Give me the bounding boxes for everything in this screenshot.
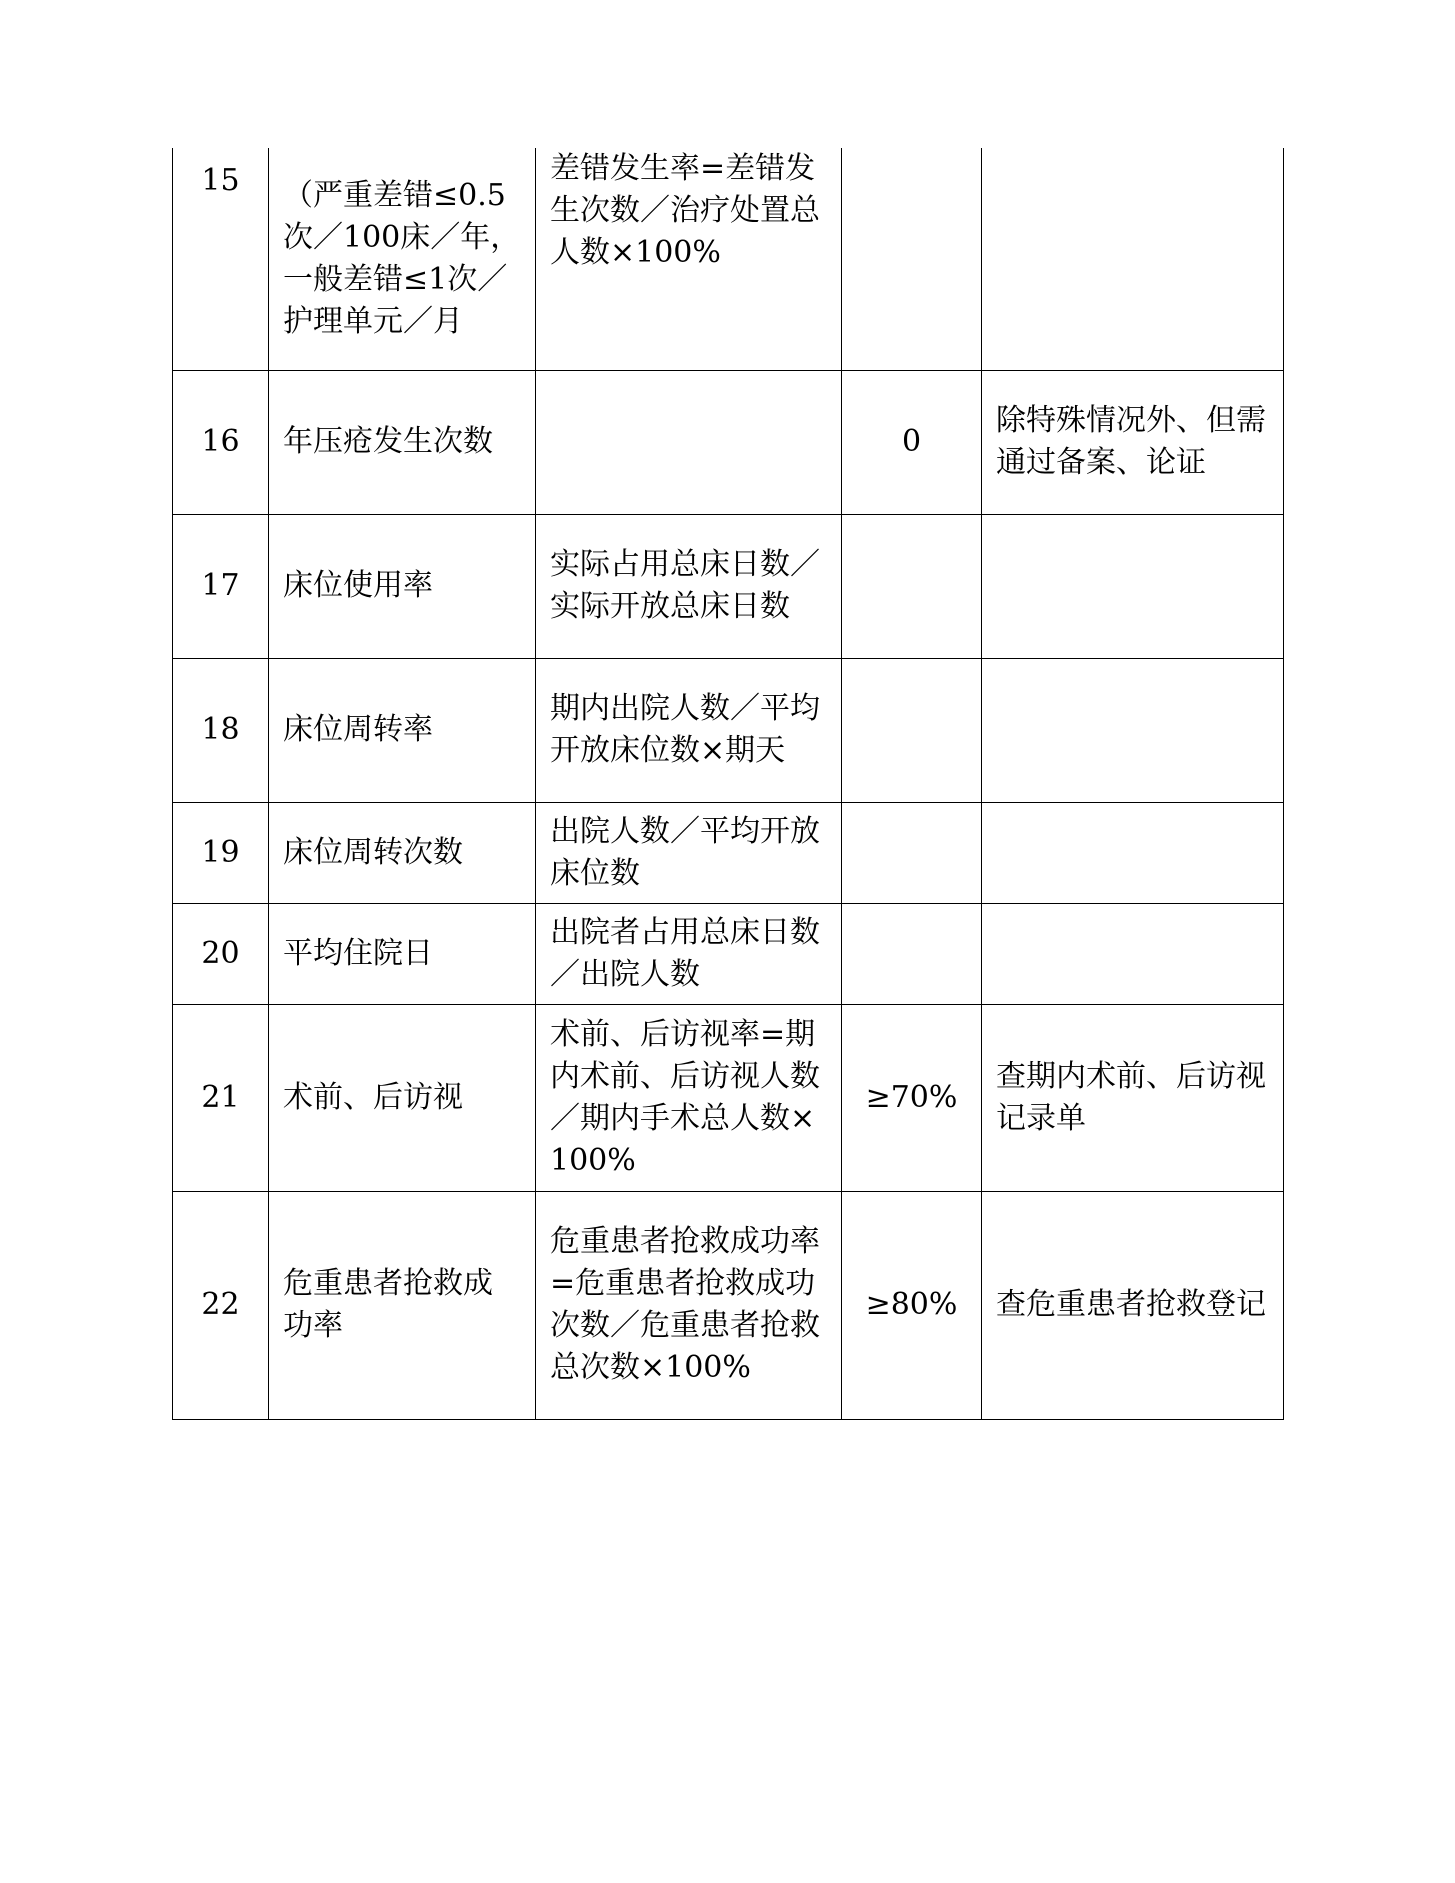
- row-number-cell: 22: [173, 1191, 269, 1419]
- standard-cell: [842, 514, 982, 658]
- formula-cell: 出院人数／平均开放床位数: [536, 802, 842, 903]
- table-row: [173, 903, 1284, 1004]
- method-cell: [982, 802, 1284, 903]
- formula-cell: 出院者占用总床日数／出院人数: [536, 903, 842, 1004]
- table-row: [173, 370, 1284, 514]
- row-number-cell: 18: [173, 658, 269, 802]
- item-cell: 术前、后访视: [269, 1004, 536, 1191]
- row-number-cell: 19: [173, 802, 269, 903]
- method-cell: 查危重患者抢救登记: [982, 1191, 1284, 1419]
- method-cell: [982, 148, 1284, 370]
- standard-cell: [842, 148, 982, 370]
- row-number-cell: 15: [173, 148, 269, 370]
- item-cell: 床位使用率: [269, 514, 536, 658]
- row-number-cell: 21: [173, 1004, 269, 1191]
- item-cell: 年压疮发生次数: [269, 370, 536, 514]
- table-row: [173, 148, 1284, 370]
- standard-cell: [842, 802, 982, 903]
- row-number-cell: 17: [173, 514, 269, 658]
- formula-cell: 期内出院人数／平均开放床位数×期天: [536, 658, 842, 802]
- method-cell: [982, 514, 1284, 658]
- table-row: [173, 1004, 1284, 1191]
- formula-cell: 危重患者抢救成功率=危重患者抢救成功次数／危重患者抢救总次数×100%: [536, 1191, 842, 1419]
- table-row: [173, 514, 1284, 658]
- indicator-table: [172, 148, 1284, 1420]
- standard-cell: [842, 903, 982, 1004]
- standard-cell: ≥80%: [842, 1191, 982, 1419]
- method-cell: 除特殊情况外、但需通过备案、论证: [982, 370, 1284, 514]
- standard-cell: [842, 658, 982, 802]
- table-row: [173, 802, 1284, 903]
- item-cell: 床位周转次数: [269, 802, 536, 903]
- item-cell: 危重患者抢救成功率: [269, 1191, 536, 1419]
- method-cell: [982, 903, 1284, 1004]
- item-cell: 平均住院日: [269, 903, 536, 1004]
- item-cell: （严重差错≤0.5次／100床／年，一般差错≤1次／护理单元／月: [269, 148, 536, 370]
- formula-cell: 差错发生率=差错发生次数／治疗处置总人数×100%: [536, 148, 842, 370]
- standard-cell: ≥70%: [842, 1004, 982, 1191]
- table-row: [173, 1191, 1284, 1419]
- row-number-cell: 16: [173, 370, 269, 514]
- method-cell: 查期内术前、后访视记录单: [982, 1004, 1284, 1191]
- formula-cell: 术前、后访视率=期内术前、后访视人数／期内手术总人数×100%: [536, 1004, 842, 1191]
- formula-cell: 实际占用总床日数／实际开放总床日数: [536, 514, 842, 658]
- method-cell: [982, 658, 1284, 802]
- row-number-cell: 20: [173, 903, 269, 1004]
- item-cell: 床位周转率: [269, 658, 536, 802]
- standard-cell: 0: [842, 370, 982, 514]
- table-row: [173, 658, 1284, 802]
- formula-cell: [536, 370, 842, 514]
